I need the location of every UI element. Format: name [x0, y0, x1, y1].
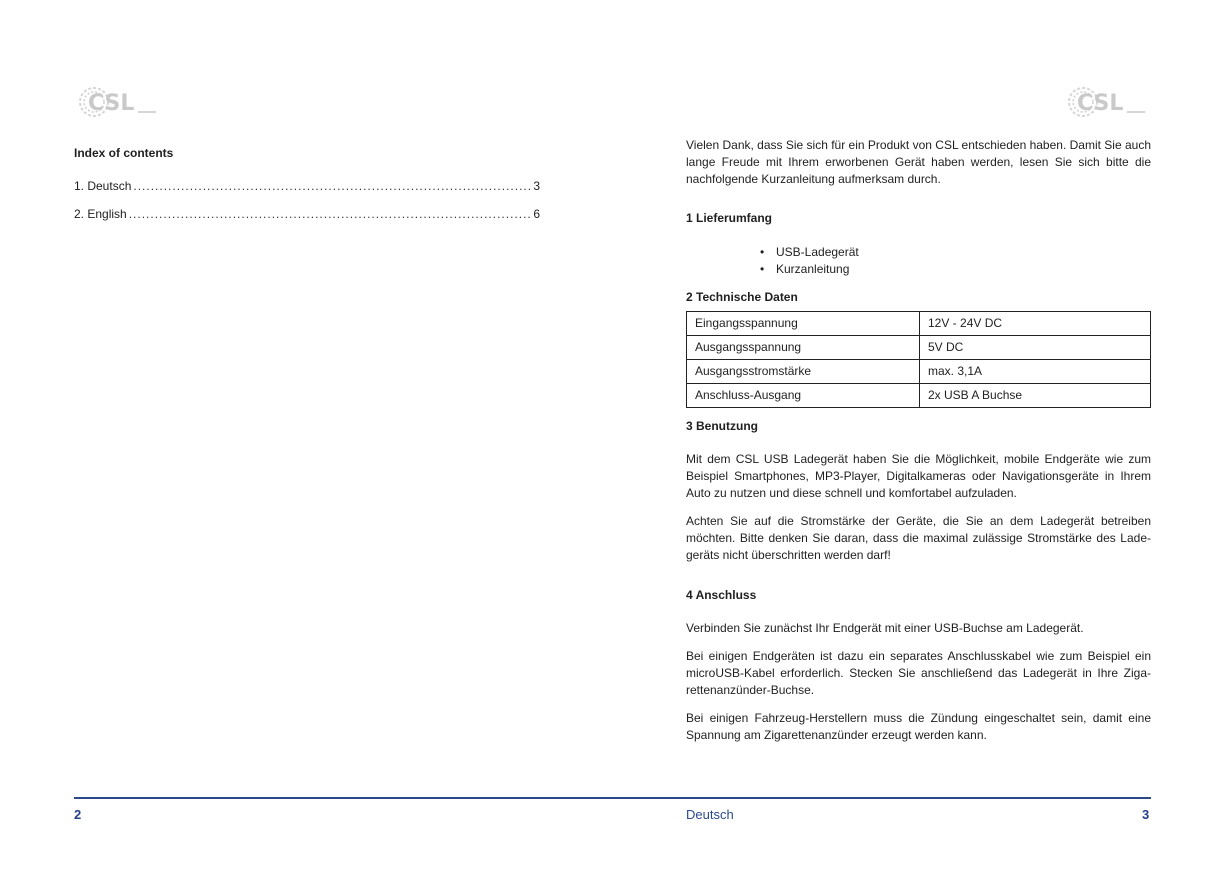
table-row [687, 336, 1151, 360]
section-heading-anschluss: 4 Anschluss [686, 588, 757, 602]
table-row [687, 312, 1151, 336]
footer-divider [74, 797, 1151, 799]
svg-text:CSL: CSL [88, 91, 135, 116]
csl-logo-left [78, 82, 158, 122]
table-cell-label: Ausgangsstromstärke [687, 360, 920, 384]
footer-language-label: Deutsch [686, 807, 734, 822]
scope-of-delivery-list [686, 244, 1151, 278]
usage-paragraph-1: Mit dem CSL USB Ladegerät haben Sie die Möglichkeit, mobile Endgeräte wie zum Beispiel Smartphones, MP3-Player, Digitalkameras oder Navigationsgeräte in Ihrem Auto zu nutzen und diese schnell und komfortabel aufzuladen. [686, 452, 1151, 500]
toc-dot-leader [133, 179, 531, 193]
page-number-right: 3 [1142, 807, 1150, 822]
toc-title: Index of contents [74, 146, 174, 160]
table-cell-value: 5V DC [920, 336, 1151, 360]
toc-entry-page: 6 [533, 207, 540, 221]
table-cell-value: 2x USB A Buchse [920, 384, 1151, 408]
csl-logo-icon [1067, 82, 1147, 122]
tech-spec-table-wrapper [686, 311, 1151, 408]
table-cell-label: Eingangsspannung [687, 312, 920, 336]
table-row [687, 360, 1151, 384]
usage-paragraph-2: Achten Sie auf die Stromstärke der Geräte, die Sie an dem Ladegerät betreiben möchten. Bitte denken Sie daran, dass die maximal zulässige Stromstärke des Lade-geräts nicht überschritten werden darf! [686, 514, 1151, 562]
section-heading-lieferumfang: 1 Lieferumfang [686, 211, 773, 225]
tech-spec-table [686, 311, 1151, 408]
section-heading-benutzung: 3 Benutzung [686, 419, 758, 433]
toc-entry-label: 2. English [74, 207, 127, 221]
csl-logo-right [1067, 82, 1147, 122]
page-number-left: 2 [74, 807, 82, 822]
toc-entry-english[interactable] [74, 207, 540, 223]
connection-paragraph-2: Bei einigen Endgeräten ist dazu ein separates Anschlusskabel wie zum Beispiel ein microUSB-Kabel erforderlich. Stecken Sie anschließend das Ladegerät in Ihre Ziga-rettenanzünder-Buchse. [686, 649, 1151, 697]
section-heading-technische-daten: 2 Technische Daten [686, 290, 798, 304]
toc-entry-label: 1. Deutsch [74, 179, 132, 193]
toc-dot-leader [129, 207, 532, 221]
intro-paragraph: Vielen Dank, dass Sie sich für ein Produkt von CSL entschieden haben. Damit Sie auch lange Freude mit Ihrem erworbenen Gerät haben werden, lesen Sie sich bitte die nachfolgende Kurzanleitung aufmerksam durch. [686, 138, 1151, 186]
toc-entry-deutsch[interactable] [74, 179, 540, 195]
svg-text:CSL: CSL [1077, 91, 1124, 116]
toc-entry-page: 3 [533, 179, 540, 193]
connection-paragraph-3: Bei einigen Fahrzeug-Herstellern muss die Zündung eingeschaltet sein, damit eine Spannung am Zigarettenanzünder erzeugt werden kann. [686, 711, 1151, 742]
list-item: • Kurzanleitung [760, 261, 1151, 278]
table-row [687, 384, 1151, 408]
connection-paragraph-1: Verbinden Sie zunächst Ihr Endgerät mit einer USB-Buchse am Ladegerät. [686, 621, 1084, 635]
csl-logo-icon [78, 82, 158, 122]
list-item: • USB-Ladegerät [760, 244, 1151, 261]
table-cell-value: max. 3,1A [920, 360, 1151, 384]
table-cell-label: Anschluss-Ausgang [687, 384, 920, 408]
table-cell-value: 12V - 24V DC [920, 312, 1151, 336]
table-cell-label: Ausgangsspannung [687, 336, 920, 360]
